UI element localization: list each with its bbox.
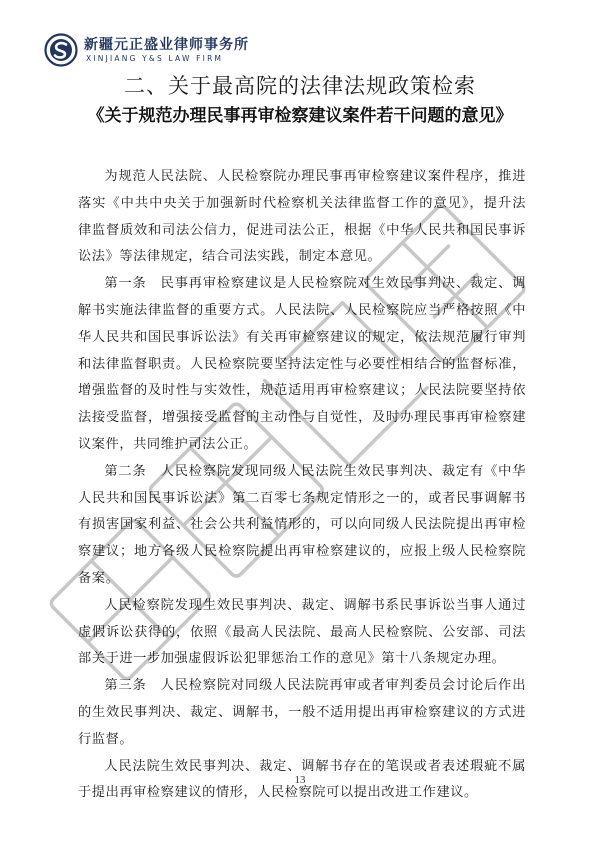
paragraph-preamble: 为规范人民法院、人民检察院办理民事再审检察建议案件程序，推进落实《中共中央关于加强新时代检察机关法律监督工作的意见》，提升法律监督质效和司法公信力，促进司法公正，根据《中华人民共和国民事诉讼法》等法律规定，结合司法实践，制定本意见。 <box>78 169 526 265</box>
page-number: 13 <box>294 774 306 786</box>
firm-name-en: XINJIANG Y&S LAW FIRM <box>86 54 224 63</box>
firm-logo-icon <box>44 33 78 67</box>
paragraph-article-1: 第一条 民事再审检察建议是人民检察院对生效民事判决、裁定、调解书实施法律监督的重要方式。人民法院、人民检察院应当严格按照《中华人民共和国民事诉讼法》有关再审检察建议的规定，依法规范履行审判和法律监督职责。人民检察院要坚持法定性与必要性相结合的监督标准，增强监督的及时性与实效性，规范适用再审检察建议；人民法院要坚持依法接受监督，增强接受监督的主动性与自觉性，及时办理民事再审检察建议案件，共同维护司法公正。 <box>78 276 526 452</box>
paragraph-article-3: 第三条 人民检察院对同级人民法院再审或者审判委员会讨论后作出的生效民事判决、裁定、调解书，一般不适用提出再审检察建议的方式进行监督。 <box>78 678 526 747</box>
paragraph-article-2-clause-2: 人民检察院发现生效民事判决、裁定、调解书系民事诉讼当事人通过虚假诉讼获得的，依照《最高人民法院、最高人民检察院、公安部、司法部关于进一步加强虚假诉讼犯罪惩治工作的意见》第十八条规定办理。 <box>78 597 526 667</box>
document-body <box>78 164 526 807</box>
paragraph-article-3-clause-2: 人民法院生效民事判决、裁定、调解书存在的笔误或者表述瑕疵不属于提出再审检察建议的情形，人民检察院可以提出改进工作建议。 <box>78 758 526 801</box>
section-title: 二、关于最高院的法律法规政策检索 <box>124 74 476 98</box>
document-title: 《关于规范办理民事再审检察建议案件若干问题的意见》 <box>87 106 513 126</box>
paragraph-article-2: 第二条 人民检察院发现同级人民法院生效民事判决、裁定有《中华人民共和国民事诉讼法》第二百零七条规定情形之一的，或者民事调解书有损害国家利益、社会公共利益情形的，可以向同级人民法院提出再审检察建议；地方各级人民检察院提出再审检察建议的，应报上级人民检察院备案。 <box>78 463 526 586</box>
firm-name-cn: 新疆元正盛业律师事务所 <box>84 37 249 53</box>
